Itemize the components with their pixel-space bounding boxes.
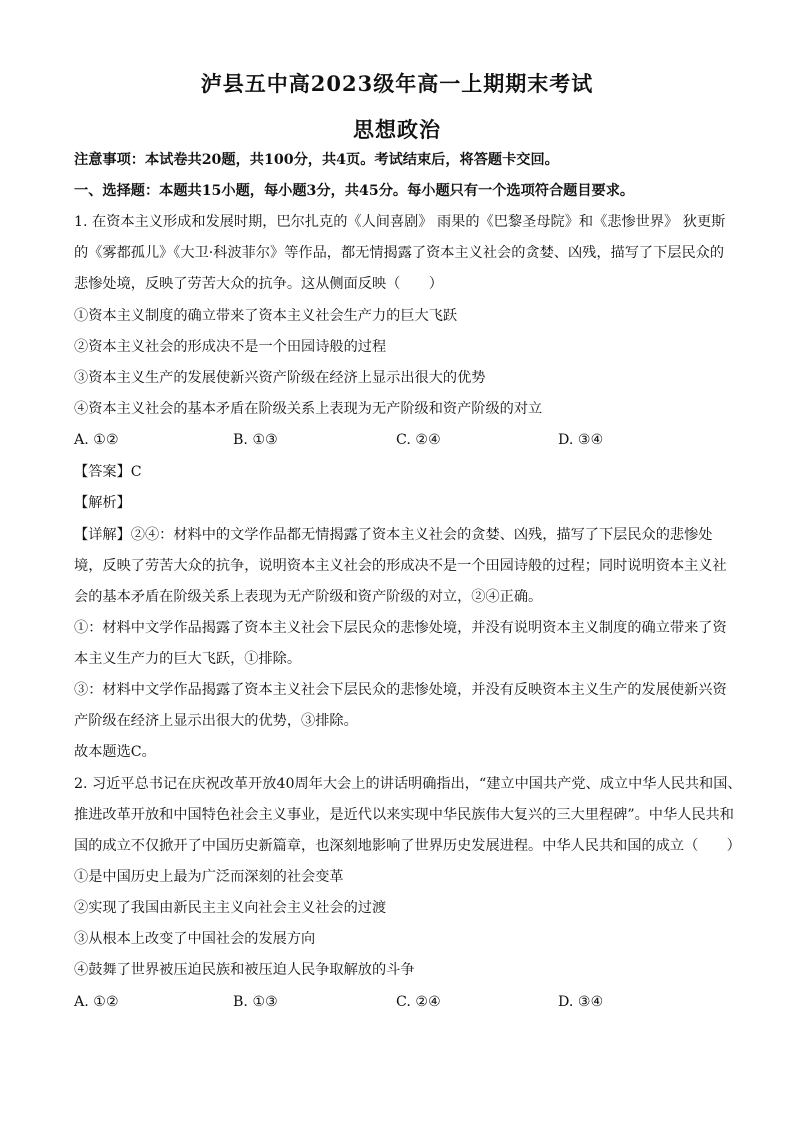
q1-statement: ②资本主义社会的形成决不是一个田园诗般的过程: [74, 339, 387, 355]
q1-option-c: C. ②④: [396, 432, 441, 448]
q1-option-d: D. ③④: [558, 432, 604, 448]
q2-option-b: B. ①③: [233, 994, 278, 1010]
q2-stem-line: 国的成立不仅掀开了中国历史新篇章，也深刻地影响了世界历史发展进程。中华人民共和国的成立（ ）: [74, 838, 741, 854]
exam-notice: 注意事项：本试卷共20题，共100分，共4页。考试结束后，将答题卡交回。: [74, 152, 559, 168]
q2-statement: ③从根本上改变了中国社会的发展方向: [74, 931, 316, 947]
exam-subject: 思想政治: [353, 117, 441, 142]
q1-stem-line: 的《雾都孤儿》《大卫·科波菲尔》等作品，都无情揭露了资本主义社会的贪婪、凶残，描写了下层民众的: [74, 245, 725, 261]
q1-answer: 【答案】C: [74, 464, 142, 480]
q1-statement: ④资本主义社会的基本矛盾在阶级关系上表现为无产阶级和资产阶级的对立: [74, 401, 543, 417]
q1-option-b: B. ①③: [233, 432, 278, 448]
q2-option-c: C. ②④: [396, 994, 441, 1010]
q2-statement: ④鼓舞了世界被压迫民族和被压迫人民争取解放的斗争: [74, 962, 415, 978]
q1-detail-line: 【详解】②④：材料中的文学作品都无情揭露了资本主义社会的贪婪、凶残，描写了下层民众的悲惨处: [74, 527, 713, 543]
q1-detail-line: 会的基本矛盾在阶级关系上表现为无产阶级和资产阶级的对立，②④正确。: [74, 589, 543, 605]
q1-statement: ①资本主义制度的确立带来了资本主义社会生产力的巨大飞跃: [74, 308, 458, 324]
exam-title: 泸县五中高2023级年高一上期期末考试: [200, 71, 594, 96]
q1-stem-line: 悲惨处境，反映了劳苦大众的抗争。这从侧面反映（ ）: [74, 276, 443, 292]
q1-detail-line: 境，反映了劳苦大众的抗争，说明资本主义社会的形成决不是一个田园诗般的过程；同时说明资本主义社: [74, 558, 727, 574]
q2-statement: ①是中国历史上最为广泛而深刻的社会变革: [74, 869, 344, 885]
q2-stem-line: 2. 习近平总书记在庆祝改革开放40周年大会上的讲话明确指出，“建立中国共产党、成立中华人民共和国、: [74, 776, 742, 792]
q2-statement: ②实现了我国由新民主主义向社会主义社会的过渡: [74, 900, 387, 916]
q1-detail-line: ③：材料中文学作品揭露了资本主义社会下层民众的悲惨处境，并没有反映资本主义生产的发展使新兴资: [74, 682, 727, 698]
q2-option-a: A. ①②: [74, 994, 119, 1010]
q2-option-d: D. ③④: [558, 994, 604, 1010]
q2-stem-line: 推进改革开放和中国特色社会主义事业，是近代以来实现中华民族伟大复兴的三大里程碑”。中华人民共和: [74, 807, 734, 823]
section-heading: 一、选择题：本题共15小题，每小题3分，共45分。每小题只有一个选项符合题目要求。: [74, 183, 635, 199]
q1-statement: ③资本主义生产的发展使新兴资产阶级在经济上显示出很大的优势: [74, 370, 486, 386]
q1-stem-line: 1. 在资本主义形成和发展时期，巴尔扎克的《人间喜剧》 雨果的《巴黎圣母院》和《悲惨世界》 狄更斯: [74, 214, 726, 230]
q1-detail-line: ①：材料中文学作品揭露了资本主义社会下层民众的悲惨处境，并没有说明资本主义制度的确立带来了资: [74, 620, 727, 636]
q1-option-a: A. ①②: [74, 432, 119, 448]
q1-detail-line: 本主义生产力的巨大飞跃，①排除。: [74, 651, 302, 667]
q1-detail-line: 故本题选C。: [74, 744, 156, 760]
q1-detail-line: 产阶级在经济上显示出很大的优势，③排除。: [74, 713, 358, 729]
q1-analysis-label: 【解析】: [74, 495, 131, 511]
